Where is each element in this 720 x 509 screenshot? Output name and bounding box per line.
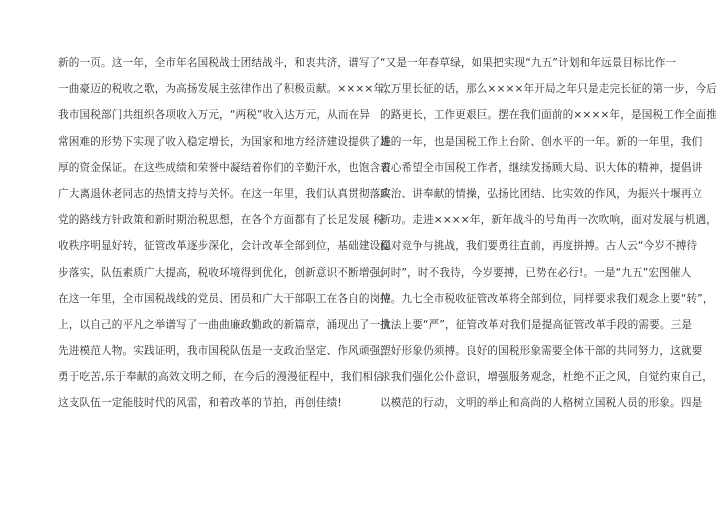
text-line: 塑好形象仍须搏。良好的国税形象需要全体干部的共同努力，这就要 xyxy=(380,345,703,358)
text-line: 收秩序明显好转，征管改革逐步深化，会计改革全部到位，基础建设稳 xyxy=(58,240,392,253)
text-line: 步落实，队伍素质广大提高，税收环境得到优化，创新意识不断增强。 xyxy=(58,266,392,279)
text-line: 新的一页。这一年，全市年名国税战士团结战斗，和衷共济，谱写了 xyxy=(58,57,381,69)
left-text-column xyxy=(58,50,395,417)
text-line: 一曲豪迈的税收之歌，为高扬发展主弦律作出了积极贡献。××××年， xyxy=(58,83,395,96)
text-line: 我市国税部门共组织各项收入万元，“两税”收入达万元，从而在异 xyxy=(58,109,371,122)
text-line: 厚的资金保证。在这些成绩和荣誉中凝结着你们的辛勤汗水，也饱含着 xyxy=(58,161,392,174)
text-line: 常困难的形势下实现了收入稳定增长，为国家和地方经济建设提供了雄 xyxy=(58,135,392,148)
text-line: 衷心希望全市国税工作者，继续发扬顾大局、识大体的精神，提倡讲 xyxy=(380,161,703,174)
text-line: 广大离退休老同志的热情支持与关怀。在这一年里，我们认真贯彻落实 xyxy=(58,187,392,200)
text-line: 次万里长征的话，那么××××年开局之年只是走完长征的第一步，今后 xyxy=(380,83,717,96)
text-line: 上，以自己的平凡之举谱写了一曲曲廉政勤政的新篇章，涌现出了一批 xyxy=(58,318,392,331)
text-line: 何时”，时不我待，今岁要搏，已势在必行!。一是“九五”宏图催人 xyxy=(380,266,692,279)
text-line: 的路更长，工作更艰巨。摆在我们面前的××××年，是国税工作全面推 xyxy=(380,109,717,122)
text-line: 勇于吃苦,乐于奉献的高效文明之师，在今后的漫漫征程中，我们相信 xyxy=(58,371,384,384)
text-line: 先进模范人物。实践证明，我市国税队伍是一支政治坚定、作风顽强， xyxy=(58,345,392,358)
text-line: 在这一年里，全市国税战线的党员、团员和广大干部职工在各自的岗位 xyxy=(58,292,392,305)
text-line: 求我们强化公仆意识，增强服务观念，杜绝不正之风，自觉约束自己， xyxy=(380,371,714,384)
text-line: 进的一年，也是国税工作上台阶、创水平的一年。新的一年里，我们 xyxy=(380,135,703,148)
text-line: 面对竞争与挑战，我们要勇往直前，再度拼搏。古人云“今岁不搏待 xyxy=(380,240,698,253)
text-line: “又是一年春草绿，如果把实现“九五”计划和年远景目标比作一 xyxy=(380,57,677,69)
text-line: 执法上要“严”，征管改革对我们是提高征管改革手段的需要。三是 xyxy=(380,318,693,331)
text-line: 这支队伍一定能肢时代的风雷，和着改革的节拍，再创佳绩! xyxy=(58,397,342,410)
text-line: 政治、讲奉献的情操，弘扬比团结、比实效的作风，为振兴十堰再立 xyxy=(380,187,703,200)
text-line: 党的路线方针政策和新时期治税思想，在各个方面都有了长足发展 税 xyxy=(58,214,384,227)
text-line: 新功。走进××××年，新年战斗的号角再一次吹响，面对发展与机遇， xyxy=(380,214,717,227)
text-line: 以模范的行动，文明的举止和高尚的人格树立国税人员的形象。四是 xyxy=(380,397,703,410)
text-line: 搏。九七全市税收征管改革将全部到位，同样要求我们观念上要“转”， xyxy=(380,292,714,305)
right-text-column xyxy=(380,50,717,417)
